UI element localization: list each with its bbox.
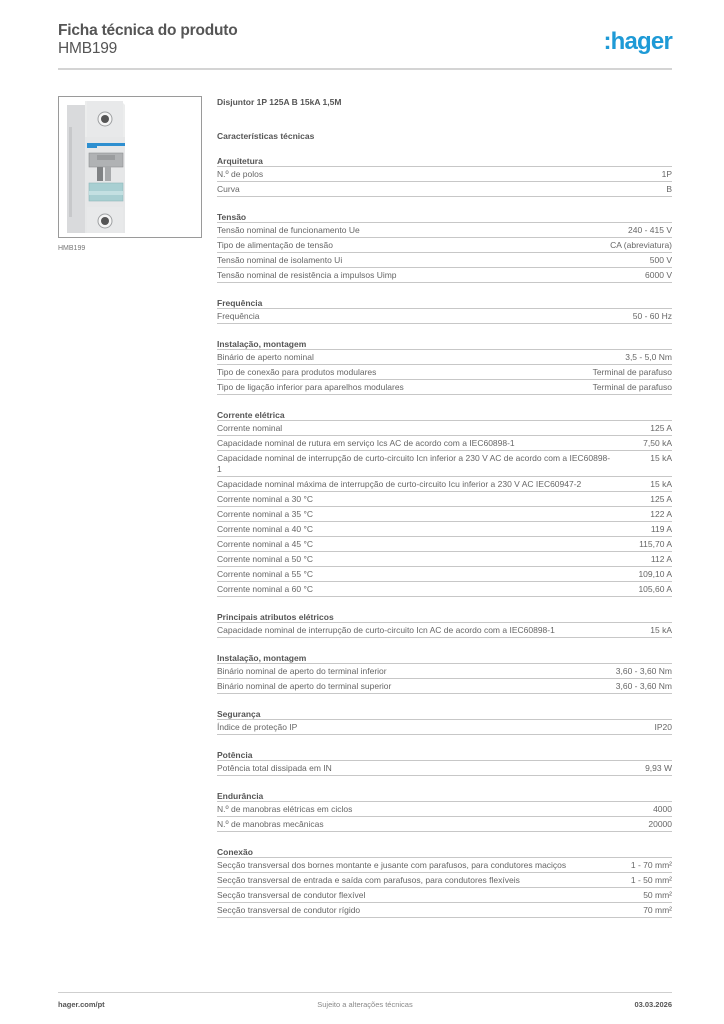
spec-section xyxy=(217,846,672,918)
spec-value: 15 kA xyxy=(650,479,672,489)
spec-value: 1 - 70 mm² xyxy=(630,860,672,870)
spec-label: Tensão nominal de resistência a impulsos Uimp xyxy=(217,270,397,280)
document-title: Ficha técnica do produto xyxy=(58,22,238,39)
section-title: Principais atributos elétricos xyxy=(217,611,672,623)
spec-label: Tipo de ligação inferior para aparelhos modulares xyxy=(217,382,404,392)
spec-row xyxy=(217,350,672,365)
footer-date: 03.03.2026 xyxy=(634,1000,672,1009)
spec-value: 3,60 - 3,60 Nm xyxy=(615,681,672,691)
spec-row xyxy=(217,451,672,477)
spec-row xyxy=(217,582,672,597)
spec-label: N.º de manobras elétricas em ciclos xyxy=(217,804,353,814)
section-title: Potência xyxy=(217,749,672,761)
spec-section xyxy=(217,155,672,197)
hager-logo: :hager xyxy=(603,28,672,55)
spec-value: 7,50 kA xyxy=(643,438,672,448)
spec-label: Potência total dissipada em IN xyxy=(217,763,332,773)
spec-label: Secção transversal de entrada e saída com parafusos, para condutores flexíveis xyxy=(217,875,520,885)
spec-label: Corrente nominal a 35 °C xyxy=(217,509,314,519)
spec-value: 125 A xyxy=(650,423,672,433)
spec-content xyxy=(217,96,672,918)
spec-value: CA (abreviatura) xyxy=(610,240,672,250)
section-title: Instalação, montagem xyxy=(217,652,672,664)
spec-row xyxy=(217,238,672,253)
spec-label: Tipo de conexão para produtos modulares xyxy=(217,367,377,377)
footer-notice: Sujeito a alterações técnicas xyxy=(317,1000,413,1009)
spec-row xyxy=(217,858,672,873)
spec-row xyxy=(217,421,672,436)
spec-label: Binário nominal de aperto do terminal superior xyxy=(217,681,392,691)
spec-row xyxy=(217,802,672,817)
spec-value: 15 kA xyxy=(650,625,672,635)
spec-value: 1P xyxy=(661,169,672,179)
spec-value: 20000 xyxy=(648,819,672,829)
spec-value: 119 A xyxy=(650,524,672,534)
spec-row xyxy=(217,817,672,832)
spec-row xyxy=(217,720,672,735)
spec-label: Curva xyxy=(217,184,240,194)
spec-value: 50 mm² xyxy=(643,890,672,900)
page-header xyxy=(58,22,672,57)
spec-row xyxy=(217,903,672,918)
spec-value: 70 mm² xyxy=(643,905,672,915)
spec-row xyxy=(217,679,672,694)
spec-value: 1 - 50 mm² xyxy=(630,875,672,885)
spec-label: Binário nominal de aperto do terminal inferior xyxy=(217,666,387,676)
section-title: Frequência xyxy=(217,297,672,309)
spec-value: 125 A xyxy=(650,494,672,504)
spec-value: Terminal de parafuso xyxy=(592,367,672,377)
section-title: Endurância xyxy=(217,790,672,802)
footer-divider xyxy=(58,992,672,993)
section-title: Tensão xyxy=(217,211,672,223)
product-reference: HMB199 xyxy=(58,40,118,57)
spec-row xyxy=(217,268,672,283)
spec-label: Corrente nominal a 30 °C xyxy=(217,494,314,504)
spec-label: Corrente nominal xyxy=(217,423,283,433)
spec-value: 3,5 - 5,0 Nm xyxy=(625,352,672,362)
spec-value: 15 kA xyxy=(650,453,672,463)
spec-row xyxy=(217,365,672,380)
spec-section xyxy=(217,708,672,735)
product-image-caption: HMB199 xyxy=(58,245,86,252)
spec-value: 9,93 W xyxy=(645,763,672,773)
spec-section xyxy=(217,652,672,694)
spec-row xyxy=(217,167,672,182)
spec-label: Frequência xyxy=(217,311,260,321)
spec-label: Capacidade nominal de interrupção de curto-circuito Icn inferior a 230 V AC de acordo com a IEC60898-1 xyxy=(217,453,611,474)
spec-label: Capacidade nominal de rutura em serviço Ics AC de acordo com a IEC60898-1 xyxy=(217,438,515,448)
spec-value: 105,60 A xyxy=(638,584,672,594)
spec-label: Corrente nominal a 40 °C xyxy=(217,524,314,534)
spec-value: 6000 V xyxy=(645,270,672,280)
spec-section xyxy=(217,749,672,776)
spec-value: 50 - 60 Hz xyxy=(632,311,672,321)
spec-label: Binário de aperto nominal xyxy=(217,352,314,362)
spec-row xyxy=(217,436,672,451)
spec-section xyxy=(217,338,672,395)
spec-value: 112 A xyxy=(650,554,672,564)
spec-value: 3,60 - 3,60 Nm xyxy=(615,666,672,676)
spec-label: Tensão nominal de isolamento Ui xyxy=(217,255,343,265)
spec-section xyxy=(217,409,672,597)
spec-label: Corrente nominal a 60 °C xyxy=(217,584,314,594)
product-image xyxy=(58,96,202,238)
spec-label: N.º de manobras mecânicas xyxy=(217,819,324,829)
spec-value: 500 V xyxy=(649,255,672,265)
spec-label: Tensão nominal de funcionamento Ue xyxy=(217,225,360,235)
spec-label: Secção transversal de condutor rígido xyxy=(217,905,361,915)
section-title: Corrente elétrica xyxy=(217,409,672,421)
spec-section xyxy=(217,297,672,324)
spec-value: IP20 xyxy=(654,722,672,732)
spec-row xyxy=(217,223,672,238)
spec-row xyxy=(217,522,672,537)
spec-label: Secção transversal dos bornes montante e jusante com parafusos, para condutores maciços xyxy=(217,860,567,870)
section-title: Instalação, montagem xyxy=(217,338,672,350)
spec-row xyxy=(217,492,672,507)
spec-row xyxy=(217,182,672,197)
circuit-breaker-illustration xyxy=(59,97,201,237)
spec-row xyxy=(217,477,672,492)
spec-value: 122 A xyxy=(650,509,672,519)
spec-label: N.º de polos xyxy=(217,169,264,179)
header-divider xyxy=(58,68,672,70)
spec-row xyxy=(217,552,672,567)
spec-row xyxy=(217,888,672,903)
spec-row xyxy=(217,567,672,582)
section-title: Conexão xyxy=(217,846,672,858)
spec-row xyxy=(217,309,672,324)
spec-row xyxy=(217,873,672,888)
spec-row xyxy=(217,537,672,552)
section-title: Segurança xyxy=(217,708,672,720)
spec-row xyxy=(217,664,672,679)
spec-value: 109,10 A xyxy=(638,569,672,579)
spec-label: Corrente nominal a 45 °C xyxy=(217,539,314,549)
spec-section xyxy=(217,790,672,832)
spec-row xyxy=(217,507,672,522)
spec-section xyxy=(217,611,672,638)
product-name: Disjuntor 1P 125A B 15kA 1,5M xyxy=(217,97,342,107)
section-title: Arquitetura xyxy=(217,155,672,167)
spec-label: Tipo de alimentação de tensão xyxy=(217,240,333,250)
spec-row xyxy=(217,623,672,638)
spec-value: 4000 xyxy=(653,804,672,814)
spec-label: Corrente nominal a 55 °C xyxy=(217,569,314,579)
spec-section xyxy=(217,211,672,283)
spec-value: 115,70 A xyxy=(639,539,672,549)
spec-row xyxy=(217,380,672,395)
footer-website: hager.com/pt xyxy=(58,1000,105,1009)
spec-sections xyxy=(217,155,672,918)
spec-value: B xyxy=(666,184,672,194)
spec-row xyxy=(217,253,672,268)
spec-row xyxy=(217,761,672,776)
spec-value: 240 - 415 V xyxy=(628,225,672,235)
spec-label: Capacidade nominal de interrupção de curto-circuito Icn AC de acordo com a IEC60898-1 xyxy=(217,625,555,635)
characteristics-heading: Características técnicas xyxy=(217,131,315,141)
spec-label: Secção transversal de condutor flexível xyxy=(217,890,366,900)
spec-value: Terminal de parafuso xyxy=(592,382,672,392)
spec-label: Corrente nominal a 50 °C xyxy=(217,554,314,564)
spec-label: Índice de proteção IP xyxy=(217,722,298,732)
spec-label: Capacidade nominal máxima de interrupção de curto-circuito Icu inferior a 230 V AC IEC60947-2 xyxy=(217,479,582,489)
